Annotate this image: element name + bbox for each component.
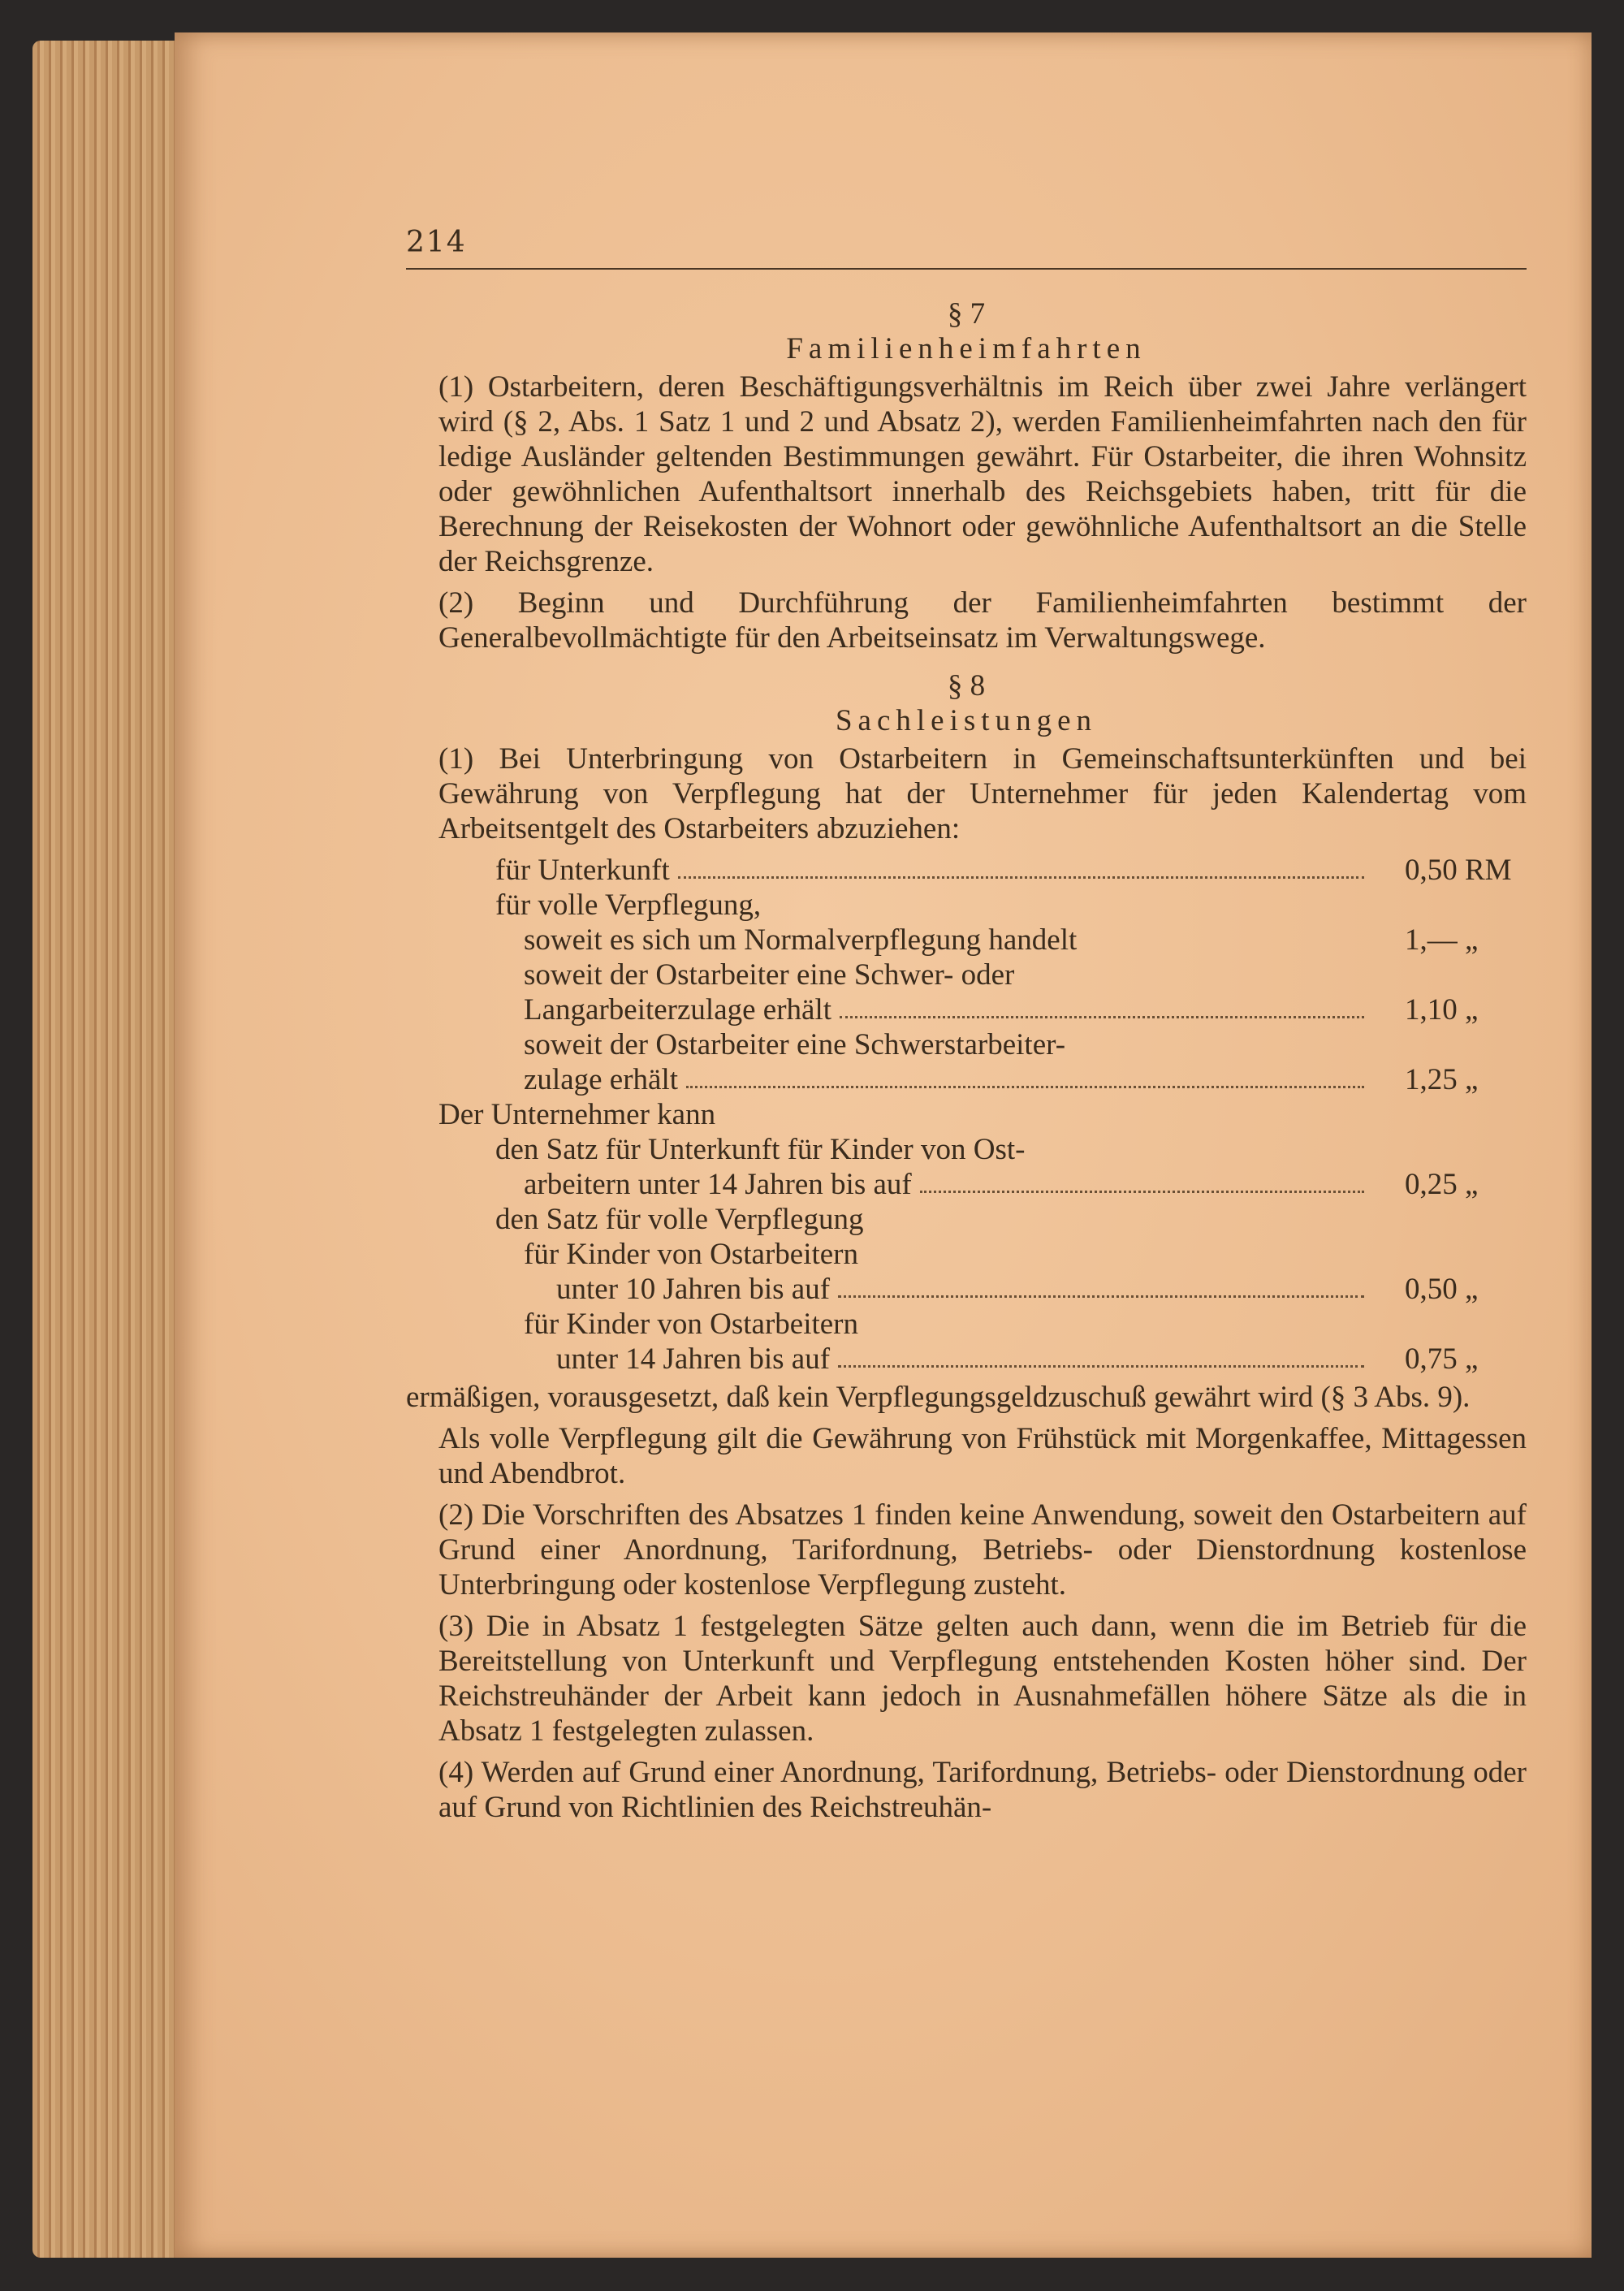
- rate-value: 1,10 „: [1405, 993, 1479, 1027]
- rate-label: für volle Verpflegung,: [495, 888, 762, 922]
- section-7-paragraph-1: (1) Ostarbeitern, deren Beschäftigungsverhältnis im Reich über zwei Jahre verlängert wird (§ 2, Abs. 1 Satz 1 und 2 und Absatz 2), werden Familienheimfahrten nach den für ledige Ausländer geltenden Bestimmungen gewährt. Für Ostarbeiter, die ihren Wohnsitz oder gewöhnlichen Aufenthaltsort innerhalb des Reichsgebiets haben, tritt für die Berechnung der Reisekosten der Wohnort oder gewöhnliche Aufenthaltsort an die Stelle der Reichsgrenze.: [438, 370, 1527, 578]
- section-7-sign: § 7: [947, 297, 986, 331]
- page-body: [406, 296, 1527, 1831]
- rate-label-cell: [406, 1097, 1372, 1132]
- rate-label: für Unterkunft: [495, 854, 670, 887]
- rate-label: soweit der Ostarbeiter eine Schwerstarbeiter-: [524, 1028, 1066, 1061]
- rate-label-cell: [406, 1307, 1372, 1342]
- rate-value: 0,50 RM: [1405, 854, 1512, 887]
- rate-value: [1372, 1307, 1527, 1342]
- rate-value: [1372, 1202, 1527, 1237]
- rate-label-cell: [406, 853, 1372, 888]
- rate-label-cell: [406, 1062, 1372, 1097]
- rate-label: für Kinder von Ostarbeitern: [524, 1238, 859, 1271]
- dot-leader: [840, 992, 1364, 1018]
- rate-label: Langarbeiterzulage erhält: [524, 993, 832, 1027]
- rate-value: 0,75 „: [1405, 1342, 1479, 1376]
- rate-value: [1372, 1097, 1527, 1132]
- section-8-paragraph-2: (2) Die Vorschriften des Absatzes 1 finden keine Anwendung, soweit den Ostarbeitern auf Grund einer Anordnung, Tarifordnung, Betriebs- oder Dienstordnung kostenlose Unterbringung oder kostenlose Verpflegung zusteht.: [438, 1498, 1527, 1602]
- rate-label-cell: [406, 888, 1372, 923]
- rate-label-cell: [406, 923, 1372, 957]
- dot-leader: [678, 853, 1364, 879]
- rate-value: [1372, 1132, 1527, 1167]
- rate-row: [406, 1097, 1527, 1132]
- rate-label-cell: [406, 1272, 1372, 1307]
- rate-row: [406, 888, 1527, 923]
- rate-row: [406, 1132, 1527, 1167]
- running-header: [406, 219, 1527, 270]
- page-number: 214: [406, 226, 467, 259]
- dot-leader: [920, 1167, 1364, 1193]
- section-8-paragraph-3: (3) Die in Absatz 1 festgelegten Sätze gelten auch dann, wenn die im Betrieb für die Bereitstellung von Unterkunft und Verpflegung entstehenden Kosten höher sind. Der Reichstreuhänder der Arbeit kann jedoch in Ausnahmefällen höhere Sätze als die in Absatz 1 festgelegten zulassen.: [438, 1610, 1527, 1748]
- rate-label: den Satz für volle Verpflegung: [495, 1203, 864, 1236]
- rate-label-cell: [406, 1132, 1372, 1167]
- rate-row: [406, 957, 1527, 992]
- rate-label: unter 10 Jahren bis auf: [556, 1273, 831, 1306]
- rate-row: [406, 853, 1527, 888]
- rate-value: [1372, 1237, 1527, 1272]
- section-7-title: Familienheimfahrten: [786, 332, 1147, 365]
- section-7-paragraph-2: (2) Beginn und Durchführung der Familienheimfahrten bestimmt der Generalbevollmächtigte für den Arbeitseinsatz im Verwaltungswege.: [438, 586, 1527, 655]
- rate-label: den Satz für Unterkunft für Kinder von Ost-: [495, 1133, 1026, 1166]
- rate-row: [406, 1027, 1527, 1062]
- rate-label: arbeitern unter 14 Jahren bis auf: [524, 1168, 912, 1201]
- rate-label-cell: [406, 1167, 1372, 1202]
- rate-label: soweit der Ostarbeiter eine Schwer- oder: [524, 958, 1015, 992]
- rate-label-cell: [406, 1342, 1372, 1377]
- rate-row: [406, 1272, 1527, 1307]
- dot-leader: [838, 1342, 1364, 1368]
- page-stack-edges: [32, 41, 179, 2258]
- rate-label: Der Unternehmer kann: [438, 1098, 716, 1131]
- rate-row: [406, 1167, 1527, 1202]
- section-8-title: Sachleistungen: [835, 704, 1097, 737]
- rate-row: [406, 1237, 1527, 1272]
- rate-value: [1372, 888, 1527, 923]
- rate-label-cell: [406, 992, 1372, 1027]
- section-8-full-meal-note: Als volle Verpflegung gilt die Gewährung von Frühstück mit Morgenkaffee, Mittagessen und Abendbrot.: [438, 1422, 1527, 1490]
- rate-row: [406, 923, 1527, 957]
- rate-label: für Kinder von Ostarbeitern: [524, 1308, 859, 1341]
- dot-leader: [838, 1272, 1364, 1298]
- rate-value: 0,25 „: [1405, 1168, 1479, 1201]
- rate-row: [406, 1062, 1527, 1097]
- rate-row: [406, 1342, 1527, 1377]
- section-8-paragraph-1-end: ermäßigen, vorausgesetzt, daß kein Verpflegungsgeldzuschuß gewährt wird (§ 3 Abs. 9).: [406, 1381, 1471, 1414]
- rate-row: [406, 992, 1527, 1027]
- rate-label-cell: [406, 1237, 1372, 1272]
- rate-value: [1372, 957, 1527, 992]
- rate-value: 1,— „: [1405, 923, 1479, 957]
- rate-row: [406, 1307, 1527, 1342]
- section-8-sign: § 8: [947, 669, 986, 702]
- section-8-paragraph-4: (4) Werden auf Grund einer Anordnung, Tarifordnung, Betriebs- oder Dienstordnung oder auf Grund von Richtlinien des Reichstreuhän-: [438, 1756, 1527, 1824]
- rate-value: [1372, 1027, 1527, 1062]
- section-8-paragraph-1: (1) Bei Unterbringung von Ostarbeitern in Gemeinschaftsunterkünften und bei Gewährung von Verpflegung hat der Unternehmer für jeden Kalendertag vom Arbeitsentgelt des Ostarbeiters abzuziehen:: [438, 742, 1527, 845]
- rate-label: unter 14 Jahren bis auf: [556, 1342, 831, 1376]
- rate-value: 1,25 „: [1405, 1063, 1479, 1096]
- rate-row: [406, 1202, 1527, 1237]
- dot-leader: [686, 1062, 1364, 1088]
- rates-table: [406, 853, 1527, 1377]
- rate-label-cell: [406, 1027, 1372, 1062]
- rate-label-cell: [406, 957, 1372, 992]
- rate-value: 0,50 „: [1405, 1273, 1479, 1306]
- rate-label: soweit es sich um Normalverpflegung handelt: [524, 923, 1078, 957]
- rate-label: zulage erhält: [524, 1063, 679, 1096]
- rate-label-cell: [406, 1202, 1372, 1237]
